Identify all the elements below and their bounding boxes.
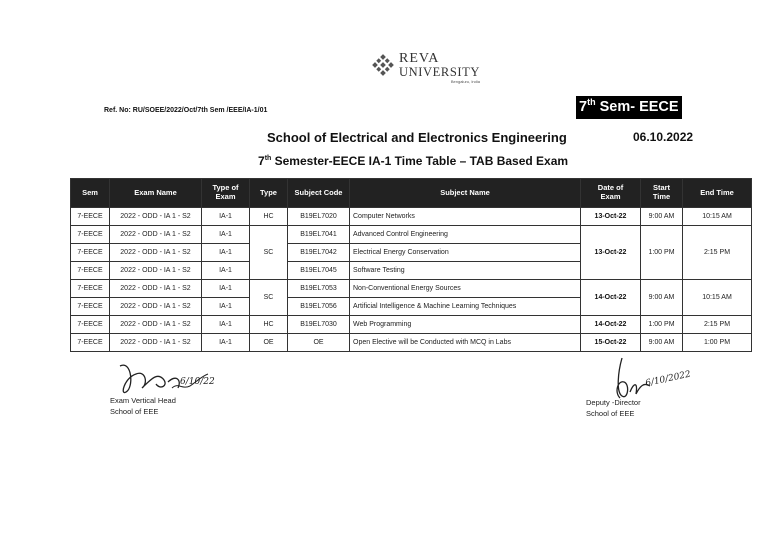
cell-subject-code: B19EL7053	[288, 280, 350, 298]
cell-sem: 7-EECE	[71, 244, 110, 262]
cell-exam-name: 2022 - ODD - IA 1 - S2	[110, 244, 202, 262]
cell-date: 14-Oct-22	[581, 280, 641, 316]
header-exam-name: Exam Name	[110, 179, 202, 208]
cell-end-time: 2:15 PM	[683, 316, 752, 334]
cell-end-time: 10:15 AM	[683, 208, 752, 226]
cell-start-time: 9:00 AM	[641, 280, 683, 316]
school-name: School of Electrical and Electronics Engineering	[267, 130, 567, 145]
cell-type-of-exam: IA-1	[202, 244, 250, 262]
cell-sem: 7-EECE	[71, 262, 110, 280]
cell-subject-name: Computer Networks	[350, 208, 581, 226]
cell-subject-code: B19EL7041	[288, 226, 350, 244]
table-row	[71, 334, 752, 352]
cell-subject-name: Software Testing	[350, 262, 581, 280]
cell-type: OE	[250, 334, 288, 352]
cell-subject-name: Non-Conventional Energy Sources	[350, 280, 581, 298]
cell-end-time: 2:15 PM	[683, 226, 752, 280]
cell-type: HC	[250, 316, 288, 334]
cell-exam-name: 2022 - ODD - IA 1 - S2	[110, 298, 202, 316]
cell-exam-name: 2022 - ODD - IA 1 - S2	[110, 316, 202, 334]
cell-subject-code: B19EL7020	[288, 208, 350, 226]
table-row	[71, 226, 752, 244]
cell-sem: 7-EECE	[71, 208, 110, 226]
right-signature-block	[586, 398, 641, 420]
cell-exam-name: 2022 - ODD - IA 1 - S2	[110, 334, 202, 352]
reva-logo-mark-icon	[372, 54, 394, 76]
cell-type-of-exam: IA-1	[202, 226, 250, 244]
cell-exam-name: 2022 - ODD - IA 1 - S2	[110, 208, 202, 226]
reference-number: Ref. No: RU/SOEE/2022/Oct/7th Sem /EEE/IA-1/01	[104, 107, 268, 114]
cell-exam-name: 2022 - ODD - IA 1 - S2	[110, 226, 202, 244]
header-type-of-exam: Type of Exam	[202, 179, 250, 208]
cell-sem: 7-EECE	[71, 298, 110, 316]
header-date-of-exam: Date of Exam	[581, 179, 641, 208]
timetable	[70, 178, 752, 352]
cell-type: SC	[250, 226, 288, 280]
semester-badge: 7th Sem- EECE	[576, 96, 682, 119]
left-signature-block	[110, 396, 176, 418]
cell-start-time: 9:00 AM	[641, 334, 683, 352]
cell-type-of-exam: IA-1	[202, 262, 250, 280]
header-start-time: Start Time	[641, 179, 683, 208]
svg-text:6/10/22: 6/10/22	[180, 377, 215, 387]
cell-date: 14-Oct-22	[581, 316, 641, 334]
cell-subject-code: B19EL7042	[288, 244, 350, 262]
cell-exam-name: 2022 - ODD - IA 1 - S2	[110, 262, 202, 280]
cell-exam-name: 2022 - ODD - IA 1 - S2	[110, 280, 202, 298]
cell-subject-name: Advanced Control Engineering	[350, 226, 581, 244]
cell-type-of-exam: IA-1	[202, 334, 250, 352]
cell-sem: 7-EECE	[71, 280, 110, 298]
cell-type-of-exam: IA-1	[202, 208, 250, 226]
header-end-time: End Time	[683, 179, 752, 208]
left-signatory-title: Exam Vertical Head	[110, 396, 176, 405]
cell-type-of-exam: IA-1	[202, 280, 250, 298]
university-logo	[372, 52, 480, 84]
table-row	[71, 280, 752, 298]
table-row	[71, 316, 752, 334]
cell-date: 15-Oct-22	[581, 334, 641, 352]
timetable-title: 7th Semester-EECE IA-1 Time Table – TAB Based Exam	[258, 154, 569, 168]
right-signatory-title: Deputy -Director	[586, 398, 641, 407]
cell-subject-name: Open Elective will be Conducted with MCQ in Labs	[350, 334, 581, 352]
cell-type-of-exam: IA-1	[202, 298, 250, 316]
cell-date: 13-Oct-22	[581, 226, 641, 280]
header-type: Type	[250, 179, 288, 208]
cell-end-time: 1:00 PM	[683, 334, 752, 352]
cell-sem: 7-EECE	[71, 226, 110, 244]
table-row	[71, 208, 752, 226]
cell-end-time: 10:15 AM	[683, 280, 752, 316]
header-sem: Sem	[71, 179, 110, 208]
cell-sem: 7-EECE	[71, 334, 110, 352]
header-subject-code: Subject Code	[288, 179, 350, 208]
cell-date: 13-Oct-22	[581, 208, 641, 226]
cell-start-time: 9:00 AM	[641, 208, 683, 226]
logo-place: Bengaluru, India	[450, 78, 480, 84]
cell-subject-code: OE	[288, 334, 350, 352]
cell-sem: 7-EECE	[71, 316, 110, 334]
deputy-director-signature	[600, 352, 710, 404]
right-signatory-dept: School of EEE	[586, 408, 635, 418]
cell-subject-name: Web Programming	[350, 316, 581, 334]
cell-type-of-exam: IA-1	[202, 316, 250, 334]
header-subject-name: Subject Name	[350, 179, 581, 208]
cell-start-time: 1:00 PM	[641, 226, 683, 280]
cell-subject-name: Artificial Intelligence & Machine Learning Techniques	[350, 298, 581, 316]
cell-subject-code: B19EL7045	[288, 262, 350, 280]
logo-name-line1: REVA	[399, 51, 440, 66]
document-date: 06.10.2022	[633, 130, 694, 144]
cell-subject-code: B19EL7030	[288, 316, 350, 334]
cell-subject-code: B19EL7056	[288, 298, 350, 316]
svg-text:6/10/2022: 6/10/2022	[644, 369, 692, 389]
left-signatory-dept: School of EEE	[110, 406, 159, 416]
cell-subject-name: Electrical Energy Conservation	[350, 244, 581, 262]
logo-name-line2: UNIVERSITY	[399, 65, 480, 79]
cell-type: HC	[250, 208, 288, 226]
cell-type: SC	[250, 280, 288, 316]
table-header-row	[71, 179, 752, 208]
cell-start-time: 1:00 PM	[641, 316, 683, 334]
